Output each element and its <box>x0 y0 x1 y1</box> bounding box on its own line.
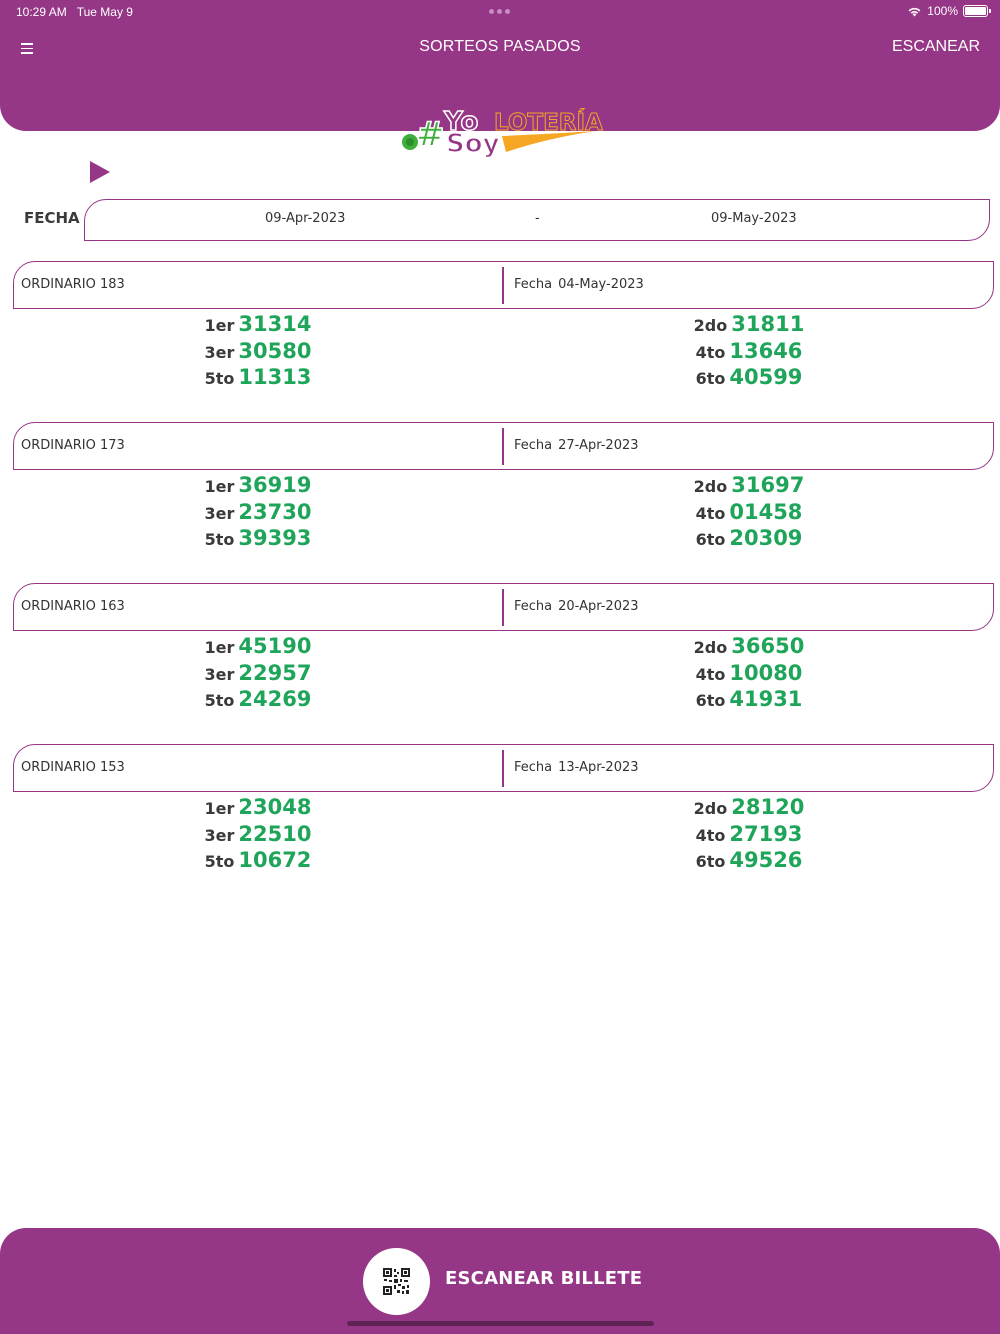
prize-row <box>504 686 994 713</box>
draw-card <box>0 261 1000 401</box>
prize-number: 01458 <box>729 499 803 524</box>
prize-place: 5to <box>204 369 235 388</box>
results-left <box>13 472 503 552</box>
prize-row <box>13 660 503 687</box>
header-divider <box>502 750 504 787</box>
prize-place: 3er <box>204 825 235 845</box>
scan-ticket-button[interactable] <box>363 1248 430 1315</box>
prize-row <box>13 311 503 338</box>
prize-row <box>504 821 994 848</box>
draw-date: Fecha 13-Apr-2023 <box>514 760 639 775</box>
svg-text:#: # <box>416 115 445 155</box>
draw-header <box>13 261 994 309</box>
prize-row <box>13 525 503 552</box>
prize-place: 3er <box>204 342 235 362</box>
play-icon[interactable] <box>90 161 110 183</box>
prize-place: 6to <box>695 530 726 549</box>
results-right <box>504 472 994 552</box>
draw-header <box>13 744 994 792</box>
page-title: SORTEOS PASADOS <box>419 38 581 55</box>
prize-place: 1er <box>204 477 235 496</box>
svg-text:Yo: Yo <box>444 107 479 137</box>
prize-row <box>13 364 503 391</box>
hamburger-menu-icon[interactable] <box>21 43 33 54</box>
prize-place: 3er <box>204 503 235 523</box>
prize-number: 11313 <box>238 365 312 389</box>
prize-row <box>13 794 503 821</box>
prize-row <box>504 499 994 526</box>
header-divider <box>502 267 504 304</box>
draw-header <box>13 422 994 470</box>
wifi-icon <box>907 6 922 17</box>
prize-row <box>13 338 503 365</box>
results-left <box>13 311 503 391</box>
home-indicator[interactable] <box>347 1321 654 1326</box>
prize-place: 4to <box>695 342 726 362</box>
status-time: 10:29 AM Tue May 9 <box>16 5 133 19</box>
prize-row <box>504 311 994 338</box>
prize-place: 1er <box>204 638 235 657</box>
draw-card <box>0 744 1000 884</box>
prize-number: 13646 <box>729 338 803 363</box>
prize-place: 5to <box>204 852 235 871</box>
draw-name: ORDINARIO 183 <box>21 277 125 292</box>
prize-place: 2do <box>693 638 728 657</box>
prize-row <box>504 364 994 391</box>
qr-code-icon <box>383 1268 410 1295</box>
prize-row <box>504 472 994 499</box>
prize-number: 31811 <box>731 312 805 336</box>
prize-number: 49526 <box>729 848 803 872</box>
prize-number: 22957 <box>238 660 312 685</box>
prize-row <box>504 525 994 552</box>
prize-place: 6to <box>695 852 726 871</box>
results-right <box>504 311 994 391</box>
prize-place: 4to <box>695 664 726 684</box>
prize-number: 23048 <box>238 795 312 819</box>
prize-row <box>504 338 994 365</box>
end-date-field[interactable]: 09-May-2023 <box>711 211 797 226</box>
prize-number: 36650 <box>731 634 805 658</box>
prize-row <box>504 660 994 687</box>
header-divider <box>502 428 504 465</box>
draw-header <box>13 583 994 631</box>
date-range-filter <box>84 199 990 241</box>
start-date-field[interactable]: 09-Apr-2023 <box>265 211 346 226</box>
prize-row <box>504 794 994 821</box>
prize-number: 39393 <box>238 526 312 550</box>
prize-number: 31314 <box>238 312 312 336</box>
results-left <box>13 633 503 713</box>
prize-number: 24269 <box>238 687 312 711</box>
draw-name: ORDINARIO 153 <box>21 760 125 775</box>
prize-number: 40599 <box>729 365 803 389</box>
draw-date: Fecha 27-Apr-2023 <box>514 438 639 453</box>
prize-row <box>13 686 503 713</box>
draw-card <box>0 583 1000 723</box>
prize-row <box>13 847 503 874</box>
prize-number: 28120 <box>731 795 805 819</box>
draw-date: Fecha 04-May-2023 <box>514 277 644 292</box>
prize-number: 27193 <box>729 821 803 846</box>
draw-name: ORDINARIO 173 <box>21 438 125 453</box>
prize-place: 4to <box>695 503 726 523</box>
prize-number: 30580 <box>238 338 312 363</box>
draw-name: ORDINARIO 163 <box>21 599 125 614</box>
prize-number: 31697 <box>731 473 805 497</box>
draw-date: Fecha 20-Apr-2023 <box>514 599 639 614</box>
yo-soy-loteria-logo <box>398 104 604 162</box>
prize-row <box>13 499 503 526</box>
bottom-bar <box>0 1228 1000 1334</box>
scan-nav-button[interactable]: ESCANEAR <box>891 38 980 55</box>
draw-card <box>0 422 1000 562</box>
header-divider <box>502 589 504 626</box>
prize-place: 1er <box>204 799 235 818</box>
prize-place: 6to <box>695 369 726 388</box>
prize-row <box>13 633 503 660</box>
prize-number: 10080 <box>729 660 803 685</box>
prize-place: 2do <box>693 477 728 496</box>
results-left <box>13 794 503 874</box>
date-separator: - <box>535 211 540 226</box>
prize-place: 6to <box>695 691 726 710</box>
prize-row <box>504 847 994 874</box>
prize-number: 41931 <box>729 687 803 711</box>
prize-number: 20309 <box>729 526 803 550</box>
prize-place: 5to <box>204 691 235 710</box>
multitask-dots-icon[interactable] <box>489 9 510 14</box>
scan-ticket-label[interactable]: ESCANEAR BILLETE <box>445 1268 643 1289</box>
date-filter-label: FECHA <box>24 209 80 227</box>
prize-number: 36919 <box>238 473 312 497</box>
prize-number: 23730 <box>238 499 312 524</box>
status-indicators <box>907 4 988 18</box>
prize-row <box>13 472 503 499</box>
prize-row <box>13 821 503 848</box>
battery-icon <box>963 5 988 17</box>
results-right <box>504 633 994 713</box>
prize-number: 45190 <box>238 634 312 658</box>
prize-place: 4to <box>695 825 726 845</box>
prize-number: 22510 <box>238 821 312 846</box>
prize-number: 10672 <box>238 848 312 872</box>
status-bar <box>0 0 1000 24</box>
prize-place: 1er <box>204 316 235 335</box>
prize-place: 2do <box>693 316 728 335</box>
prize-place: 5to <box>204 530 235 549</box>
prize-row <box>504 633 994 660</box>
results-right <box>504 794 994 874</box>
svg-text:Soy: Soy <box>446 129 500 159</box>
battery-percent: 100% <box>927 4 958 18</box>
svg-text:LOTERÍA: LOTERÍA <box>494 110 603 136</box>
prize-place: 3er <box>204 664 235 684</box>
prize-place: 2do <box>693 799 728 818</box>
